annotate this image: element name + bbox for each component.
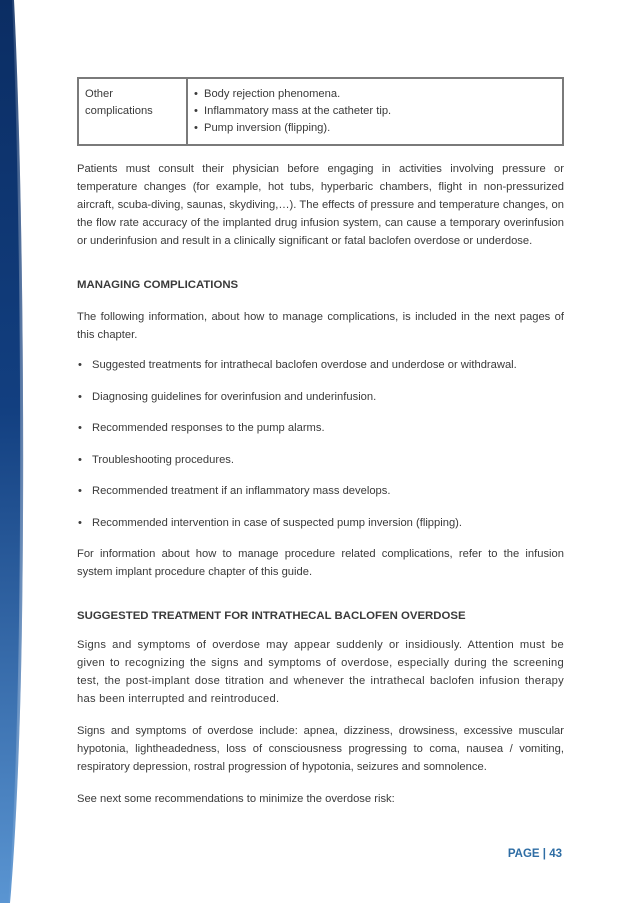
overdose-paragraph-3: See next some recommendations to minimize the overdose risk: (77, 792, 395, 805)
decorative-edge-band (0, 0, 26, 903)
managing-bullet-list (77, 356, 564, 532)
managing-closing-paragraph: For information about how to manage procedure related complications, refer to the infusion system implant procedure chapter of this guide. (77, 547, 564, 578)
list-item: • Recommended responses to the pump alarms. (77, 419, 564, 437)
list-item: • Troubleshooting procedures. (77, 451, 564, 469)
page-number: PAGE | 43 (507, 848, 562, 860)
page-content (77, 77, 564, 808)
list-item: • Inflammatory mass at the catheter tip. (194, 103, 556, 120)
complications-table (77, 77, 564, 146)
list-item: • Recommended intervention in case of suspected pump inversion (flipping). (77, 514, 564, 532)
list-item: • Recommended treatment if an inflammatory mass develops. (77, 482, 564, 500)
list-item: • Suggested treatments for intrathecal baclofen overdose and underdose or withdrawal. (77, 356, 564, 374)
list-item: • Body rejection phenomena. (194, 86, 556, 103)
table-items-cell (187, 78, 563, 145)
table-label-cell: Other complications (78, 78, 187, 145)
managing-intro-paragraph: The following information, about how to manage complications, is included in the next pages of this chapter. (77, 311, 564, 341)
list-item: • Pump inversion (flipping). (194, 120, 556, 137)
overdose-paragraph-2: Signs and symptoms of overdose include: apnea, dizziness, drowsiness, excessive muscular hypotonia, lightheadedness, loss of consciousness progressing to coma, nausea / vomiting, respiratory depression, rostral progression of hypotonia, seizures and somnolence. (77, 724, 564, 773)
table-row (78, 78, 563, 145)
section-heading-managing: MANAGING COMPLICATIONS (77, 279, 239, 291)
edge-band-graphic (0, 0, 26, 903)
table-item-list (194, 86, 556, 137)
intro-paragraph: Patients must consult their physician before engaging in activities involving pressure or temperature changes (for example, hot tubs, hyperbaric chambers, flight in non-pressurized aircraft, scuba-diving, saunas, skydiving,…). The effects of pressure and temperature changes, on the flow rate accuracy of the implanted drug infusion system, can cause a temporary overinfusion or underinfusion and result in a clinically significant or fatal baclofen overdose or underdose. (77, 163, 564, 247)
list-item: • Diagnosing guidelines for overinfusion and underinfusion. (77, 388, 564, 406)
section-heading-overdose: SUGGESTED TREATMENT FOR INTRATHECAL BACLOFEN OVERDOSE (77, 609, 466, 622)
overdose-paragraph-1: Signs and symptoms of overdose may appear suddenly or insidiously. Attention must be given to recognizing the signs and symptoms of overdose, especially during the screening test, the post-implant dose titration and whenever the intrathecal baclofen infusion therapy has been interrupted and reintroduced. (77, 638, 564, 705)
